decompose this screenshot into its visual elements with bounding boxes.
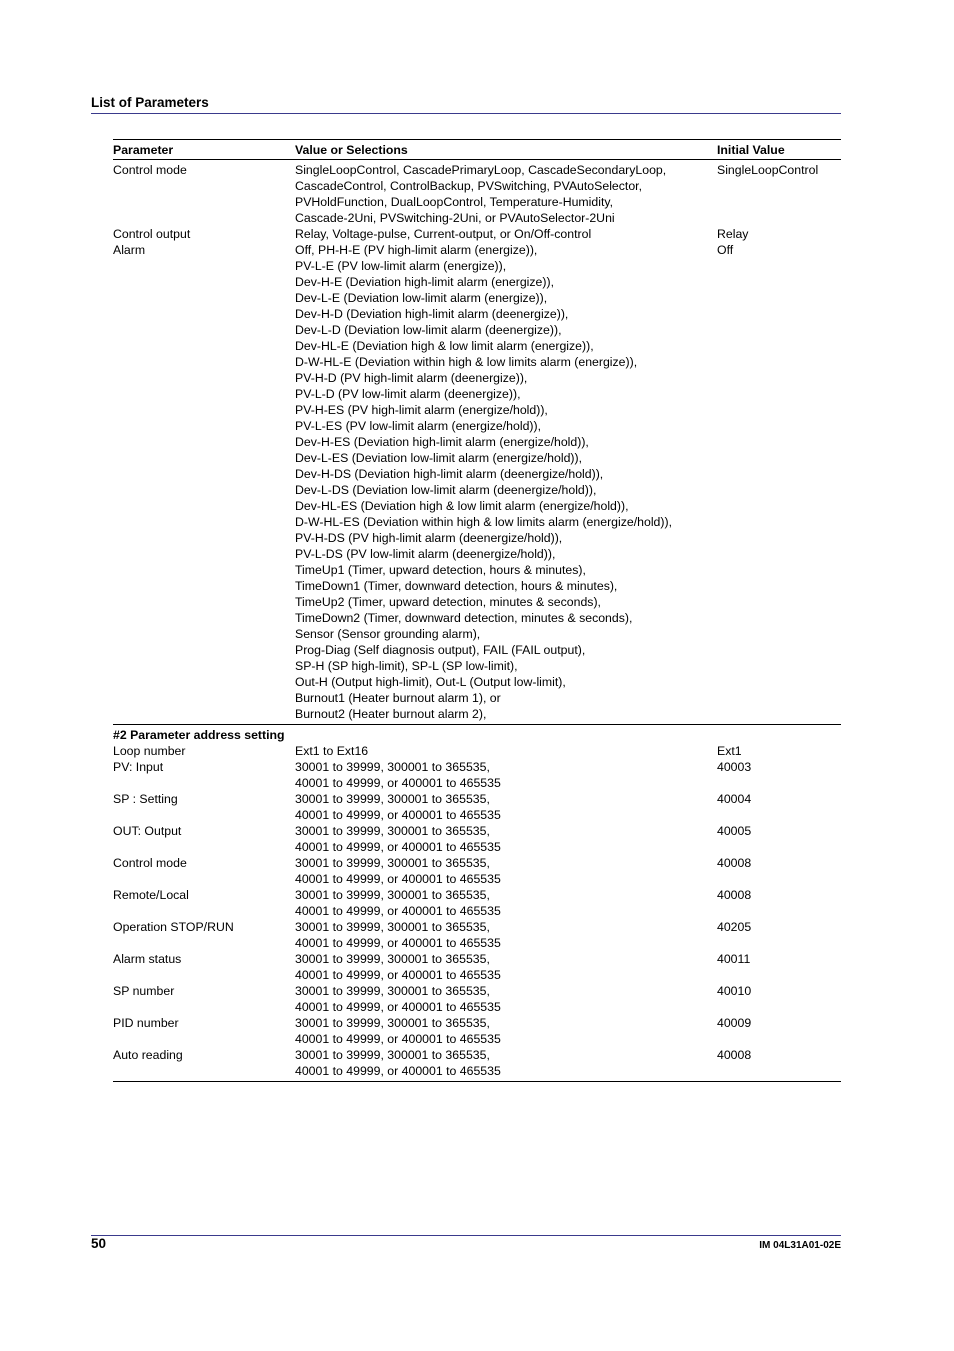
table-row (113, 919, 841, 951)
value-selections (295, 791, 717, 823)
table-row (113, 242, 841, 722)
value-line: SP-H (SP high-limit), SP-L (SP low-limit), (295, 659, 518, 673)
initial-value: 40008 (717, 856, 752, 870)
initial-value: Ext1 (717, 744, 742, 758)
footer-rule (91, 1235, 841, 1236)
value-line: TimeUp1 (Timer, upward detection, hours & minutes), (295, 563, 586, 577)
value-selections (295, 242, 717, 722)
value-line: Out-H (Output high-limit), Out-L (Output low-limit), (295, 675, 566, 689)
parameter-name: Control mode (113, 856, 187, 870)
value-line: Relay, Voltage-pulse, Current-output, or On/Off-control (295, 227, 592, 241)
initial-value: 40008 (717, 1048, 752, 1062)
value-line: PV-L-ES (PV low-limit alarm (energize/hold)), (295, 419, 542, 433)
parameter-name: Operation STOP/RUN (113, 920, 234, 934)
initial-value: SingleLoopControl (717, 163, 819, 177)
parameter-name: Remote/Local (113, 888, 189, 902)
value-line: Dev-L-DS (Deviation low-limit alarm (deenergize/hold)), (295, 483, 597, 497)
column-header-initial: Initial Value (717, 143, 785, 157)
value-line: 40001 to 49999, or 400001 to 465535 (295, 1032, 501, 1046)
group-title: #2 Parameter address setting (113, 728, 285, 742)
value-line: 30001 to 39999, 300001 to 365535, (295, 1016, 490, 1030)
value-line: Dev-L-D (Deviation low-limit alarm (deenergize)), (295, 323, 562, 337)
value-line: 40001 to 49999, or 400001 to 465535 (295, 904, 501, 918)
value-line: Off, PH-H-E (PV high-limit alarm (energize)), (295, 243, 538, 257)
value-line: 40001 to 49999, or 400001 to 465535 (295, 1064, 501, 1078)
table-row (113, 887, 841, 919)
parameter-name: Auto reading (113, 1048, 183, 1062)
table-row (113, 983, 841, 1015)
value-line: Dev-HL-ES (Deviation high & low limit alarm (energize/hold)), (295, 499, 629, 513)
value-line: Dev-HL-E (Deviation high & low limit alarm (energize)), (295, 339, 594, 353)
value-line: TimeUp2 (Timer, upward detection, minutes & seconds), (295, 595, 601, 609)
value-line: 30001 to 39999, 300001 to 365535, (295, 952, 490, 966)
table-row (113, 823, 841, 855)
value-line: Ext1 to Ext16 (295, 744, 369, 758)
column-header-values: Value or Selections (295, 143, 408, 157)
parameter-name: Loop number (113, 744, 186, 758)
initial-value: 40205 (717, 920, 752, 934)
value-line: 30001 to 39999, 300001 to 365535, (295, 984, 490, 998)
value-line: Dev-L-ES (Deviation low-limit alarm (energize/hold)), (295, 451, 583, 465)
table-row (113, 791, 841, 823)
value-line: PV-L-D (PV low-limit alarm (deenergize)), (295, 387, 521, 401)
value-line: PV-H-D (PV high-limit alarm (deenergize)), (295, 371, 528, 385)
initial-value: 40003 (717, 760, 752, 774)
table-row (113, 743, 841, 759)
value-line: Sensor (Sensor grounding alarm), (295, 627, 481, 641)
value-line: SingleLoopControl, CascadePrimaryLoop, CascadeSecondaryLoop, (295, 163, 667, 177)
value-line: 40001 to 49999, or 400001 to 465535 (295, 808, 501, 822)
section-title: List of Parameters (91, 95, 209, 110)
value-line: PV-H-DS (PV high-limit alarm (deenergize/hold)), (295, 531, 563, 545)
value-line: 40001 to 49999, or 400001 to 465535 (295, 776, 501, 790)
value-selections (295, 226, 717, 242)
table-bottom-rule (113, 1081, 841, 1082)
value-line: PV-L-DS (PV low-limit alarm (deenergize/hold)), (295, 547, 556, 561)
main-rows (113, 160, 841, 722)
value-selections (295, 743, 717, 759)
value-selections (295, 1015, 717, 1047)
value-line: PVHoldFunction, DualLoopControl, Temperature-Humidity, (295, 195, 614, 209)
value-line: PV-L-E (PV low-limit alarm (energize)), (295, 259, 507, 273)
parameter-name: SP number (113, 984, 175, 998)
value-line: 30001 to 39999, 300001 to 365535, (295, 856, 490, 870)
initial-value: Relay (717, 227, 749, 241)
value-line: PV-H-ES (PV high-limit alarm (energize/hold)), (295, 403, 548, 417)
address-rows (113, 743, 841, 1079)
table-row (113, 951, 841, 983)
initial-value: 40010 (717, 984, 752, 998)
parameter-name: Control output (113, 227, 191, 241)
table-row (113, 162, 841, 226)
parameter-name: Alarm (113, 243, 146, 257)
value-line: TimeDown1 (Timer, downward detection, hours & minutes), (295, 579, 618, 593)
value-line: 30001 to 39999, 300001 to 365535, (295, 760, 490, 774)
initial-value: 40009 (717, 1016, 752, 1030)
value-line: Dev-H-D (Deviation high-limit alarm (deenergize)), (295, 307, 569, 321)
document-code: IM 04L31A01-02E (759, 1240, 841, 1251)
value-line: 30001 to 39999, 300001 to 365535, (295, 792, 490, 806)
initial-value: 40011 (717, 952, 751, 966)
value-line: 40001 to 49999, or 400001 to 465535 (295, 872, 501, 886)
value-line: 40001 to 49999, or 400001 to 465535 (295, 840, 501, 854)
value-line: TimeDown2 (Timer, downward detection, minutes & seconds), (295, 611, 633, 625)
value-selections (295, 951, 717, 983)
value-line: Dev-H-DS (Deviation high-limit alarm (deenergize/hold)), (295, 467, 604, 481)
value-line: 40001 to 49999, or 400001 to 465535 (295, 1000, 501, 1014)
value-selections (295, 823, 717, 855)
value-line: Burnout2 (Heater burnout alarm 2), (295, 707, 487, 721)
value-line: 40001 to 49999, or 400001 to 465535 (295, 936, 501, 950)
value-line: D-W-HL-E (Deviation within high & low limits alarm (energize)), (295, 355, 638, 369)
parameter-name: OUT: Output (113, 824, 182, 838)
value-selections (295, 887, 717, 919)
value-selections (295, 1047, 717, 1079)
value-line: Dev-H-ES (Deviation high-limit alarm (energize/hold)), (295, 435, 589, 449)
value-line: 30001 to 39999, 300001 to 365535, (295, 888, 490, 902)
value-line: 30001 to 39999, 300001 to 365535, (295, 824, 490, 838)
initial-value: Off (717, 243, 734, 257)
value-line: D-W-HL-ES (Deviation within high & low limits alarm (energize/hold)), (295, 515, 672, 529)
value-selections (295, 759, 717, 791)
value-line: 30001 to 39999, 300001 to 365535, (295, 920, 490, 934)
parameter-name: SP : Setting (113, 792, 178, 806)
parameter-name: Control mode (113, 163, 187, 177)
value-line: Cascade-2Uni, PVSwitching-2Uni, or PVAutoSelector-2Uni (295, 211, 615, 225)
parameter-name: PID number (113, 1016, 179, 1030)
column-header-parameter: Parameter (113, 143, 174, 157)
initial-value: 40004 (717, 792, 752, 806)
value-selections (295, 983, 717, 1015)
value-line: Burnout1 (Heater burnout alarm 1), or (295, 691, 501, 705)
value-line: Prog-Diag (Self diagnosis output), FAIL (FAIL output), (295, 643, 586, 657)
parameter-table (113, 139, 841, 1082)
initial-value: 40008 (717, 888, 752, 902)
value-selections (295, 162, 717, 226)
value-line: 40001 to 49999, or 400001 to 465535 (295, 968, 501, 982)
initial-value: 40005 (717, 824, 752, 838)
table-row (113, 226, 841, 242)
value-selections (295, 919, 717, 951)
value-line: Dev-H-E (Deviation high-limit alarm (energize)), (295, 275, 554, 289)
table-row (113, 759, 841, 791)
value-line: CascadeControl, ControlBackup, PVSwitching, PVAutoSelector, (295, 179, 642, 193)
table-row (113, 1015, 841, 1047)
parameter-name: Alarm status (113, 952, 182, 966)
parameter-name: PV: Input (113, 760, 164, 774)
table-row (113, 1047, 841, 1079)
header-rule (91, 113, 841, 114)
value-selections (295, 855, 717, 887)
page-number: 50 (91, 1236, 107, 1251)
value-line: 30001 to 39999, 300001 to 365535, (295, 1048, 490, 1062)
table-row (113, 855, 841, 887)
table-header-row (113, 140, 841, 159)
value-line: Dev-L-E (Deviation low-limit alarm (energize)), (295, 291, 548, 305)
